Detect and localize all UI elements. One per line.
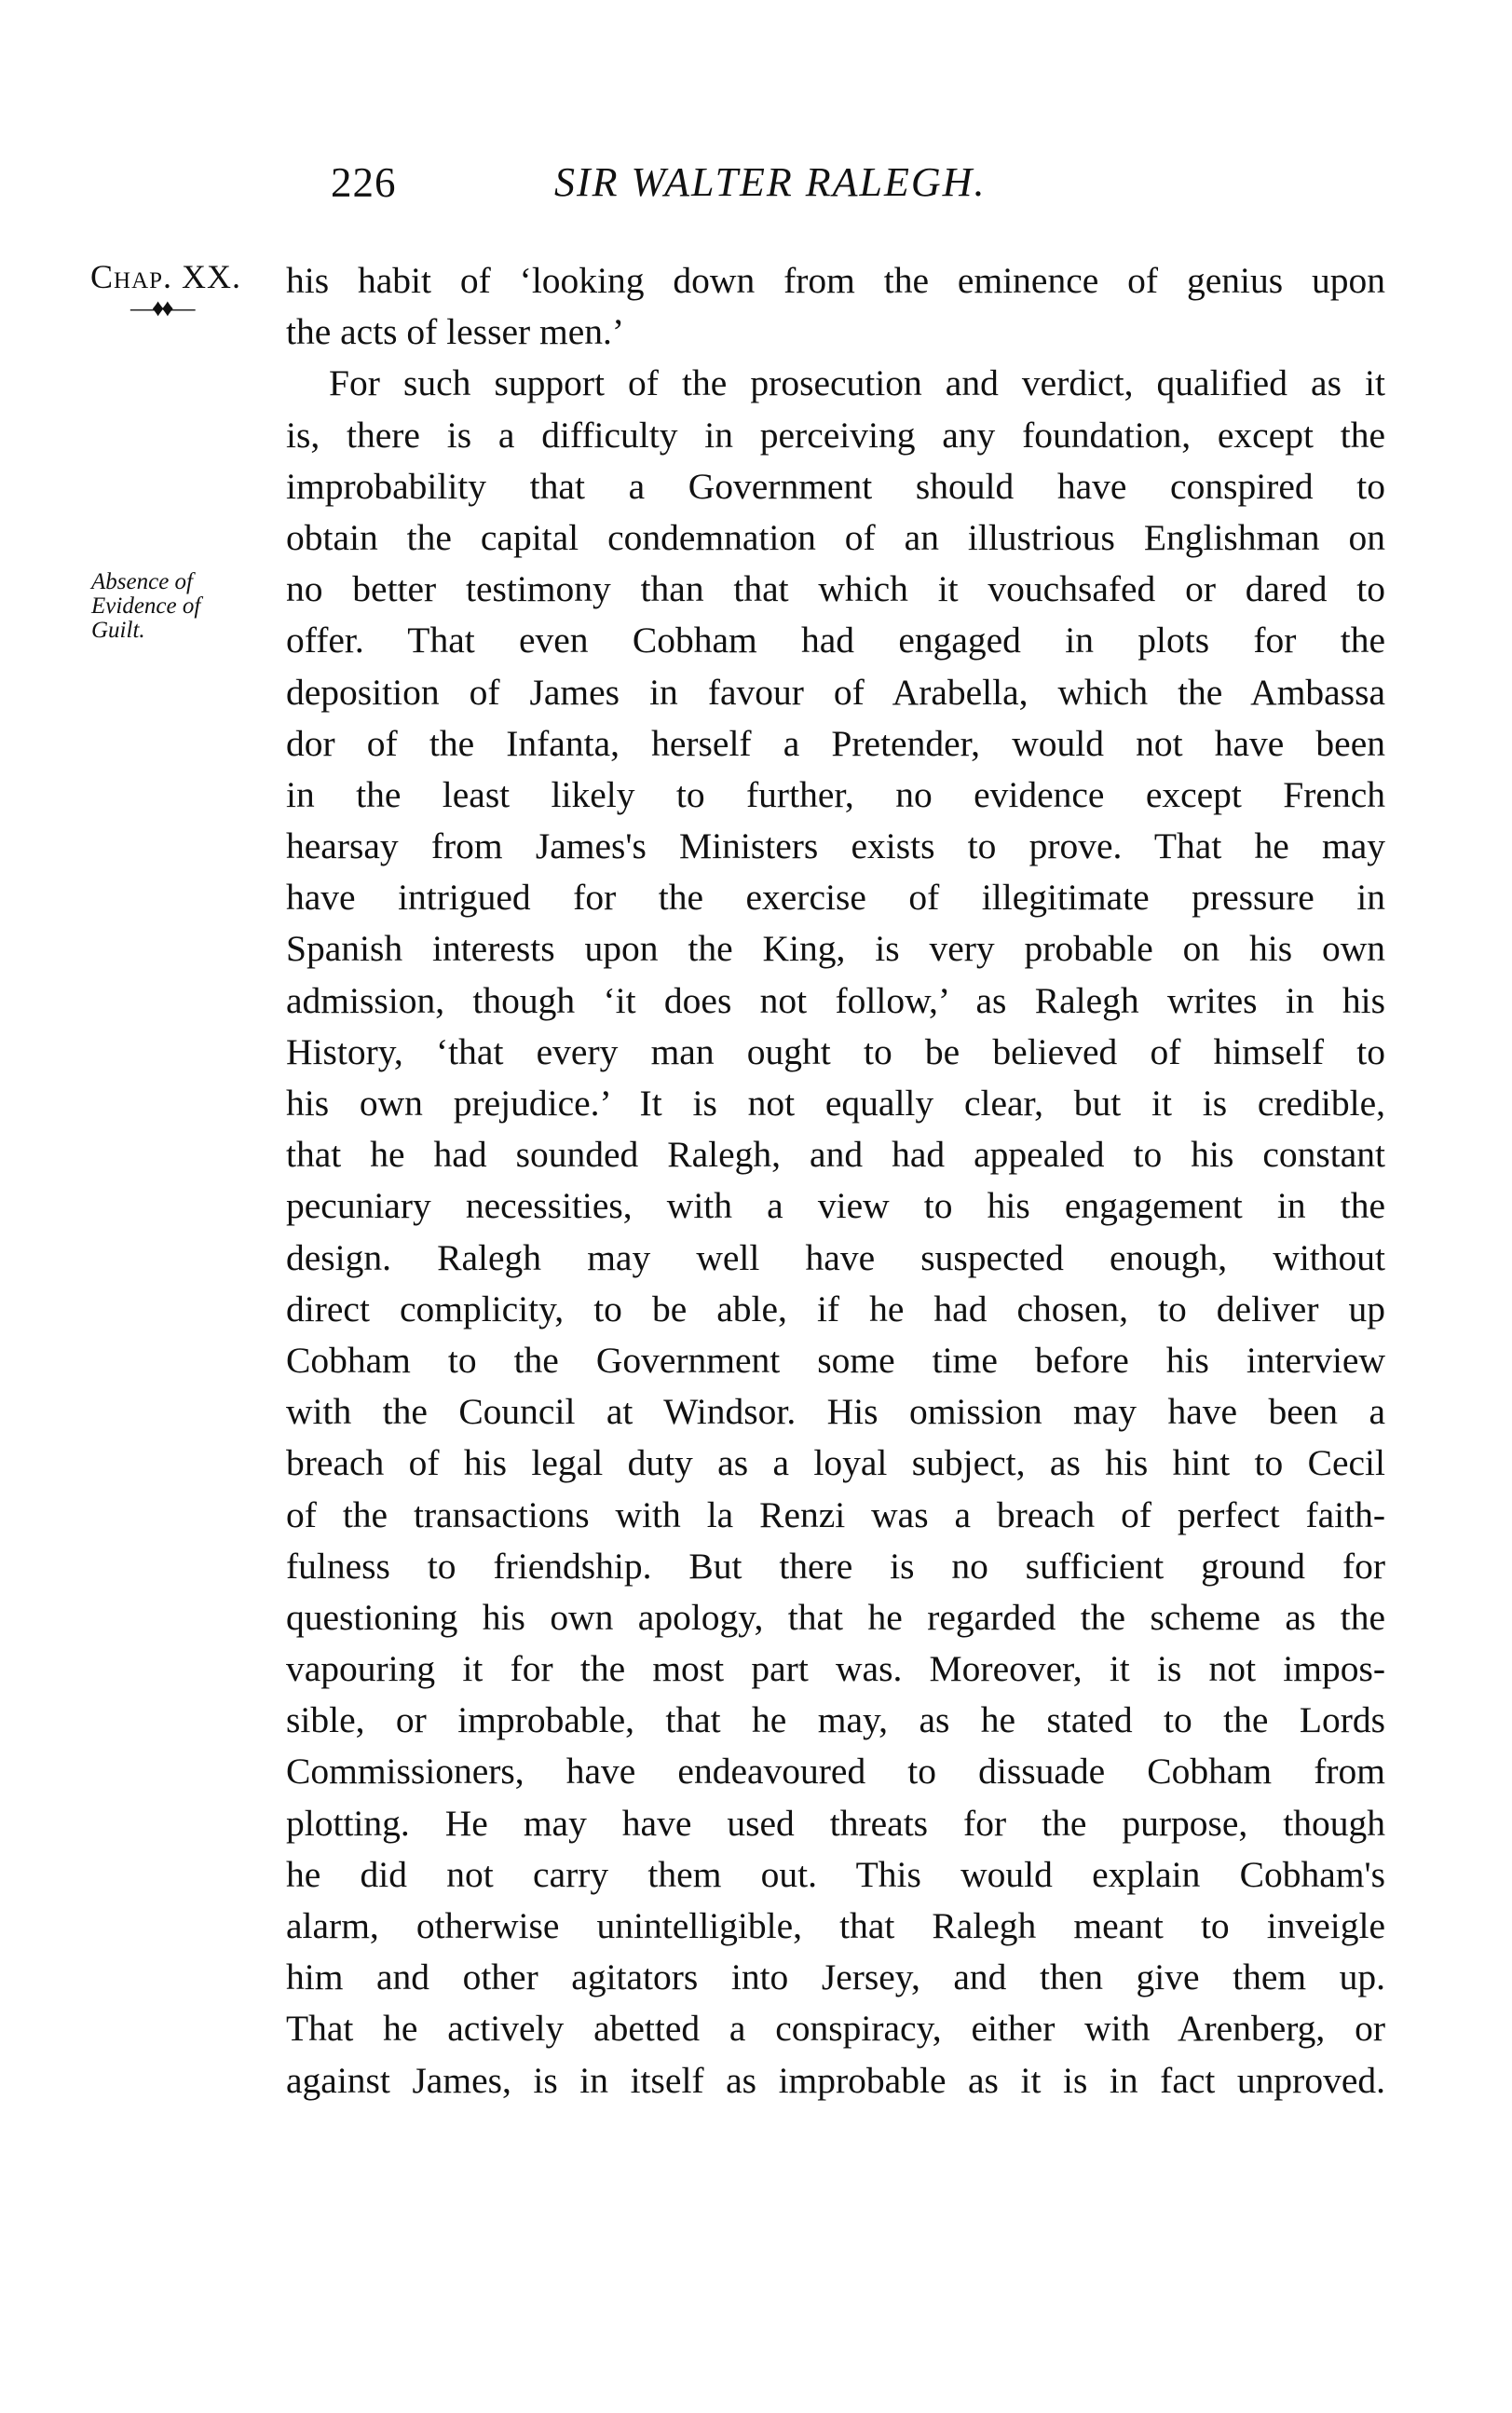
text-line: dor of the Infanta, herself a Pretender, would not have been bbox=[286, 722, 1385, 764]
text-line: with the Council at Windsor. His omission may have been a bbox=[286, 1391, 1385, 1433]
text-line: sible, or improbable, that he may, as he stated to the Lords bbox=[286, 1699, 1385, 1741]
text-line: direct complicity, to be able, if he had chosen, to deliver up bbox=[286, 1288, 1385, 1329]
ornament-dash-icon: —♦♦— bbox=[130, 294, 193, 321]
text-line: is, there is a difficulty in perceiving any foundation, except the bbox=[286, 414, 1385, 456]
text-line: his habit of ‘looking down from the eminence of genius upon bbox=[286, 260, 1385, 301]
text-line: Spanish interests upon the King, is very probable on his own bbox=[286, 928, 1385, 970]
text-line: in the least likely to further, no evidence except French bbox=[286, 773, 1385, 815]
text-line: breach of his legal duty as a loyal subject, as his hint to Cecil bbox=[286, 1442, 1385, 1484]
text-line: That he actively abetted a conspiracy, either with Arenberg, or bbox=[286, 2008, 1385, 2050]
body-text bbox=[286, 255, 1385, 2106]
text-line: improbability that a Government should have conspired to bbox=[286, 465, 1385, 507]
text-line: Commissioners, have endeavoured to dissuade Cobham from bbox=[286, 1751, 1385, 1793]
sidenote-line: Guilt. bbox=[91, 618, 145, 643]
text-line: deposition of James in favour of Arabella, which the Ambassa bbox=[286, 671, 1385, 713]
text-line: offer. That even Cobham had engaged in plots for the bbox=[286, 620, 1385, 661]
text-line: pecuniary necessities, with a view to his engagement in the bbox=[286, 1185, 1385, 1227]
text-line: Cobham to the Government some time before his interview bbox=[286, 1339, 1385, 1381]
chapter-label: Chap. XX. bbox=[90, 258, 242, 295]
text-line: the acts of lesser men.’ bbox=[286, 311, 625, 353]
paragraph-first-line: For such support of the prosecution and verdict, qualified as it bbox=[329, 362, 1385, 404]
text-line: design. Ralegh may well have suspected enough, without bbox=[286, 1236, 1385, 1278]
text-line: fulness to friendship. But there is no sufficient ground for bbox=[286, 1545, 1385, 1587]
page-header bbox=[0, 158, 1512, 214]
sidenote-line: Evidence of bbox=[91, 593, 201, 619]
page-number: 226 bbox=[331, 159, 397, 206]
text-line: he did not carry them out. This would explain Cobham's bbox=[286, 1853, 1385, 1895]
running-title: SIR WALTER RALEGH. bbox=[554, 159, 987, 205]
text-line: of the transactions with la Renzi was a breach of perfect faith- bbox=[286, 1493, 1385, 1535]
text-line: no better testimony than that which it vouchsafed or dared to bbox=[286, 568, 1385, 610]
text-line: against James, is in itself as improbable as it is in fact unproved. bbox=[286, 2059, 1385, 2101]
margin-sidenote bbox=[91, 570, 278, 643]
text-line: that he had sounded Ralegh, and had appealed to his constant bbox=[286, 1134, 1385, 1176]
text-line: hearsay from James's Ministers exists to prove. That he may bbox=[286, 825, 1385, 867]
text-line: his own prejudice.’ It is not equally clear, but it is credible, bbox=[286, 1083, 1385, 1124]
text-line: vapouring it for the most part was. Moreover, it is not impos- bbox=[286, 1648, 1385, 1690]
sidenote-line: Absence of bbox=[91, 569, 193, 594]
text-line: him and other agitators into Jersey, and then give them up. bbox=[286, 1956, 1385, 1998]
text-line: have intrigued for the exercise of illegitimate pressure in bbox=[286, 877, 1385, 919]
text-line: History, ‘that every man ought to be believed of himself to bbox=[286, 1030, 1385, 1072]
text-line: alarm, otherwise unintelligible, that Ralegh meant to inveigle bbox=[286, 1905, 1385, 1946]
text-line: plotting. He may have used threats for the purpose, though bbox=[286, 1802, 1385, 1844]
text-line: questioning his own apology, that he regarded the scheme as the bbox=[286, 1596, 1385, 1638]
text-line: admission, though ‘it does not follow,’ as Ralegh writes in his bbox=[286, 979, 1385, 1021]
text-line: obtain the capital condemnation of an illustrious Englishman on bbox=[286, 516, 1385, 558]
